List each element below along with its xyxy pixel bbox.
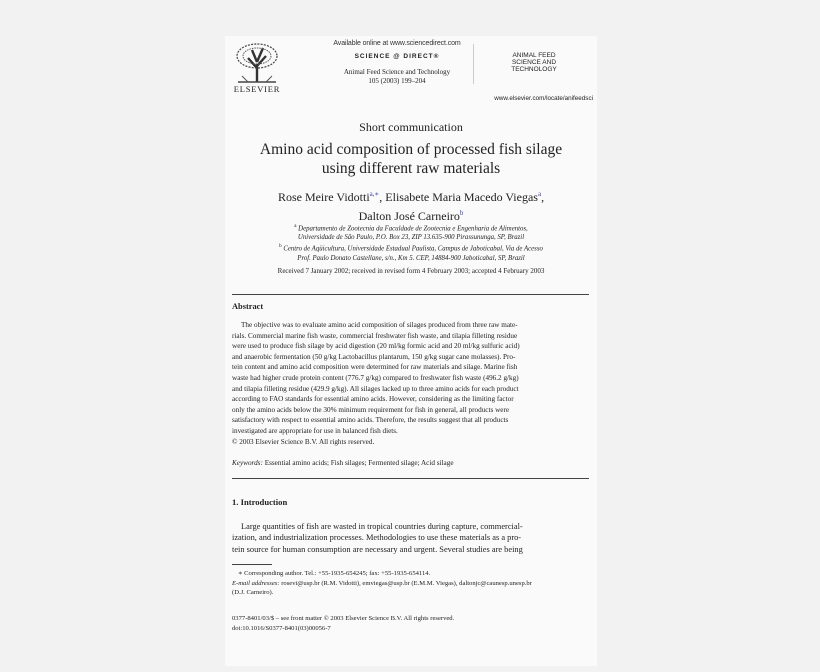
publisher-name: ELSEVIER (233, 84, 281, 94)
author-carneiro-affil[interactable]: b (459, 209, 464, 217)
journal-volume: 105 (2003) 199–204 (368, 77, 426, 85)
abstract-line: investigated are appropriate for use in balanced fish diets. (232, 426, 398, 435)
introduction-heading: 1. Introduction (232, 497, 288, 507)
title-line2: using different raw materials (321, 160, 501, 177)
available-online-text: Available online at www.sciencedirect.com (333, 40, 461, 47)
abstract-line: according to FAO standards for essential amino acids. However, considering as the limiting factor (232, 395, 514, 404)
abstract-line: were used to produce fish silage by acid digestion (20 ml/kg formic acid and 20 ml/kg sulfuric acid) (232, 342, 520, 351)
journal-url[interactable]: www.elsevier.com/locate/anifeedsci (494, 95, 593, 102)
abstract-body (232, 320, 589, 447)
journal-logo-box (473, 44, 593, 102)
journal-logo-line1: ANIMAL FEED (512, 52, 556, 59)
abstract-bottom-rule (232, 478, 589, 479)
paper-page (225, 36, 597, 666)
affil-a-line1: Departamento de Zootecnia da Faculdade de Zootecnia e Engenharia de Alimentos, (298, 225, 528, 233)
email-addresses[interactable]: rosevi@usp.br (R.M. Vidotti), emviegas@usp.br (E.M.M. Viegas), daltonjc@caunesp.unesp.br (281, 579, 532, 587)
abstract-heading: Abstract (232, 302, 264, 311)
abstract-line: waste had higher crude protein content (776.7 g/kg) compared to freshwater fish waste (496.2 g/kg) (232, 373, 519, 382)
author-list (225, 186, 597, 224)
keywords (232, 459, 454, 467)
author-comma: , (541, 190, 545, 204)
abstract-line: tein content and amino acid composition were determined for raw materials and silage. Marine fish (232, 363, 518, 372)
abstract-line: rials. Commercial marine fish waste, commercial freshwater fish waste, and tilapia filleting residue (232, 331, 518, 340)
affil-a-line2: Universidade de São Paulo, P.O. Box 23, ZIP 13.635-900 Pirassununga, SP, Brazil (297, 234, 525, 242)
received-dates: Received 7 January 2002; received in revised form 4 February 2003; accepted 4 February 2003 (277, 267, 545, 275)
sciencedirect-logo: SCIENCE @ DIRECT® (354, 53, 440, 60)
abstract-line: satisfactory with respect to essential amino acids. Therefore, the results suggest that all products (232, 416, 509, 425)
abstract-line: and tilapia filleting residue (429.9 g/kg). All silages lacked up to three amino acids for each product (232, 384, 519, 393)
abstract-line: only the amino acids below the 30% minimum requirement for fish in general, all products were (232, 405, 510, 414)
abstract-copyright: © 2003 Elsevier Science B.V. All rights reserved. (232, 437, 375, 446)
keywords-label: Keywords: (232, 459, 263, 467)
intro-line: Large quantities of fish are wasted in tropical countries during capture, commercial- (241, 522, 523, 531)
doi-line[interactable]: doi:10.1016/S0377-8401(03)00056-7 (232, 625, 331, 632)
abstract-top-rule (232, 294, 589, 295)
corresponding-author: ∗ Corresponding author. Tel.: +55-1935-654245; fax: +55-1935-654114. (238, 570, 431, 577)
footnotes (232, 569, 589, 598)
email-addresses-cont: (D.J. Carneiro). (232, 589, 274, 596)
affil-a-mark: a (294, 224, 297, 229)
affiliations (225, 222, 597, 263)
article-type: Short communication (359, 120, 463, 134)
affil-b-mark: b (279, 244, 282, 250)
title-line1: Amino acid composition of processed fish silage (259, 141, 563, 158)
abstract-line: and anaerobic fermentation (50 g/kg Lactobacillus plantarum, 150 g/kg sugar cane molasses). Pro- (232, 352, 516, 361)
journal-logo (473, 44, 594, 84)
journal-name: Animal Feed Science and Technology (343, 68, 451, 76)
author-viegas[interactable]: , Elisabete Maria Macedo Viegas (379, 190, 538, 204)
elsevier-tree-icon (232, 42, 282, 84)
email-label: E-mail addresses: (232, 579, 280, 587)
publication-info (232, 614, 589, 634)
affil-b-line2: Prof. Paulo Donato Castellane, s/n., Km 5. CEP, 14884-900 Jaboticabal, SP, Brazil (297, 254, 525, 262)
affil-b-line1: Centro de Aqüicultura, Universidade Estadual Paulista, Campus de Jaboticabal, Via de Acesso (283, 245, 543, 253)
elsevier-logo (232, 42, 282, 94)
abstract-line: The objective was to evaluate amino acid composition of silages produced from three raw mate- (241, 321, 518, 329)
journal-logo-line3: TECHNOLOGY (511, 66, 557, 73)
introduction-body (232, 521, 589, 555)
issn-line: 0377-8401/03/$ – see front matter © 2003 Elsevier Science B.V. All rights reserved. (232, 615, 455, 622)
author-viegas-affil[interactable]: a (537, 190, 542, 198)
author-vidotti-affil[interactable]: a,∗ (369, 190, 380, 198)
intro-line: tein source for human consumption are necessary and urgent. Several studies are being (232, 544, 523, 554)
article-title (225, 140, 597, 178)
footnote-rule (232, 564, 272, 565)
journal-logo-line2: SCIENCE AND (511, 59, 557, 66)
intro-line: ization, and industrialization processes. Methodologies to use these materials as a pro- (232, 533, 522, 543)
author-carneiro[interactable]: Dalton José Carneiro (358, 209, 460, 223)
journal-header (324, 40, 470, 98)
author-vidotti[interactable]: Rose Meire Vidotti (277, 190, 370, 204)
keywords-text: Essential amino acids; Fish silages; Fermented silage; Acid silage (264, 459, 454, 467)
